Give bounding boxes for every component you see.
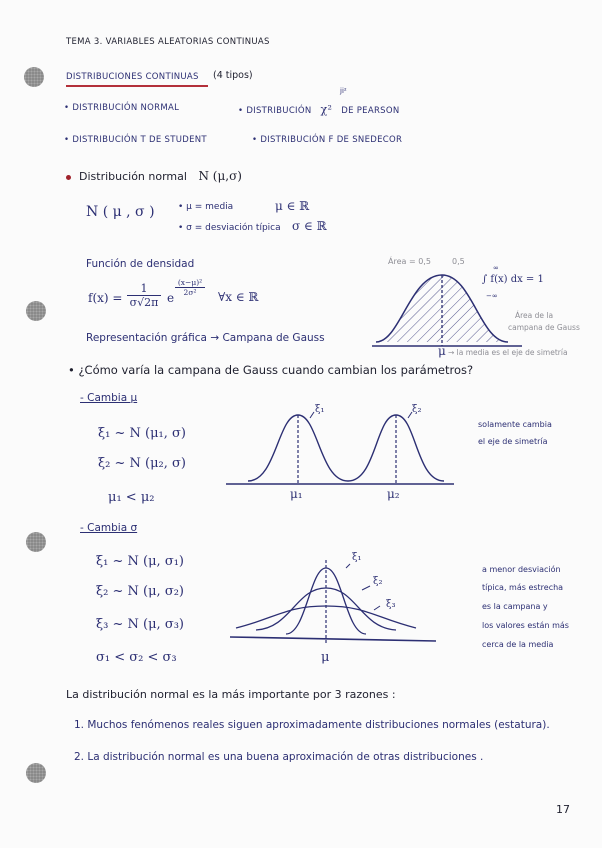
density-denominator: σ√2π — [129, 296, 159, 309]
density-domain: ∀x ∈ ℝ — [218, 290, 259, 304]
param-sd-domain: σ ∈ ℝ — [292, 219, 327, 233]
type-chi-prefix: • DISTRIBUCIÓN — [238, 106, 312, 116]
integral-label — [482, 274, 544, 285]
change-sigma-note-4: los valores están más — [482, 621, 569, 630]
exponent-numerator: (x−μ)² — [175, 278, 205, 288]
change-sigma-line-3: ξ₃ ~ N (μ, σ₃) — [96, 617, 184, 632]
area-right-label: 0,5 — [452, 257, 465, 266]
change-mu-heading: - Cambia μ — [80, 392, 138, 404]
change-sigma-note-5: cerca de la media — [482, 640, 554, 649]
integral-lower: −∞ — [486, 292, 498, 300]
chi-symbol: χ² — [320, 103, 333, 116]
change-sigma-line-2: ξ₂ ~ N (μ, σ₂) — [96, 584, 184, 599]
change-sigma-heading: - Cambia σ — [80, 522, 138, 534]
density-label: Función de densidad — [86, 258, 195, 270]
axis-mu2: μ₂ — [387, 487, 400, 501]
normal-notation-inline: N (μ,σ) — [198, 169, 242, 183]
type-chi-suffix: DE PEARSON — [341, 106, 400, 116]
gauss-bell-figure — [372, 268, 482, 348]
punch-hole — [26, 763, 46, 783]
sigma-axis-mu: μ — [321, 650, 330, 665]
param-sd: • σ = desviación típica — [178, 223, 281, 233]
type-t-student: • DISTRIBUCIÓN T DE STUDENT — [64, 135, 207, 145]
punch-hole — [26, 301, 46, 321]
normal-bullet — [66, 169, 242, 183]
density-lhs: f(x) = — [88, 291, 123, 305]
mu-axis-label: μ — [438, 344, 446, 358]
change-mu-line-1: ξ₁ ~ N (μ₁, σ) — [98, 426, 186, 441]
sigma-bell-label-2: ξ₂ — [373, 576, 383, 587]
change-mu-line-2: ξ₂ ~ N (μ₂, σ) — [98, 456, 186, 471]
page-title: TEMA 3. VARIABLES ALEATORIAS CONTINUAS — [66, 37, 270, 47]
density-exp-base: e — [167, 291, 175, 305]
change-sigma-note-3: es la campana y — [482, 602, 548, 611]
mu-axis-note: → la media es el eje de simetría — [448, 348, 568, 357]
punch-hole — [24, 67, 44, 87]
normal-notation: N ( μ , σ ) — [86, 204, 155, 220]
change-sigma-note-2: típica, más estrecha — [482, 583, 564, 592]
density-numerator: 1 — [127, 282, 161, 296]
importance-reason-1: 1. Muchos fenómenos reales siguen aproximadamente distribuciones normales (estatura). — [74, 719, 550, 731]
sigma-bell-label-3: ξ₃ — [386, 599, 396, 610]
importance-reason-2: 2. La distribución normal es una buena aproximación de otras distribuciones . — [74, 751, 484, 763]
param-mean-domain: μ ∈ ℝ — [275, 199, 310, 213]
bullet-icon — [66, 175, 71, 180]
bell-label-2: ξ₂ — [412, 404, 422, 415]
sigma-bell-label-1: ξ₁ — [352, 552, 362, 563]
bell-label-1: ξ₁ — [315, 404, 325, 415]
section-heading: DISTRIBUCIONES CONTINUAS — [66, 72, 199, 82]
axis-mu1: μ₁ — [290, 487, 303, 501]
area-note-1: Área de la — [515, 311, 554, 320]
type-f-snedecor: • DISTRIBUCIÓN F DE SNEDECOR — [252, 135, 403, 145]
change-mu-note-2: el eje de simetría — [478, 437, 548, 446]
variation-question: • ¿Cómo varía la campana de Gauss cuando cambian los parámetros? — [68, 363, 474, 377]
change-sigma-line-4: σ₁ < σ₂ < σ₃ — [96, 650, 177, 665]
three-bells-chart — [226, 550, 456, 645]
chi-note: ji² — [340, 87, 347, 95]
area-note-2: campana de Gauss — [508, 323, 580, 332]
change-mu-note-1: solamente cambia — [478, 420, 552, 429]
importance-heading: La distribución normal es la más importante por 3 razones : — [66, 688, 396, 701]
change-sigma-line-1: ξ₁ ~ N (μ, σ₁) — [96, 554, 184, 569]
type-normal: • DISTRIBUCIÓN NORMAL — [64, 103, 180, 113]
param-mean: • μ = media — [178, 202, 234, 212]
heading-underline — [66, 85, 208, 87]
density-exponent — [175, 278, 205, 297]
type-chi-square — [238, 103, 400, 116]
normal-heading: Distribución normal — [79, 170, 187, 183]
integral-expression: ∫ f(x) dx = 1 — [482, 274, 544, 285]
density-fraction — [127, 282, 161, 309]
two-bells-chart — [226, 405, 456, 485]
integral-upper: ∞ — [493, 264, 499, 272]
graph-representation: Representación gráfica → Campana de Gauss — [86, 332, 325, 344]
change-mu-line-3: μ₁ < μ₂ — [108, 490, 155, 505]
section-heading-note: (4 tipos) — [213, 70, 253, 81]
change-sigma-note-1: a menor desviación — [482, 565, 561, 574]
exponent-denominator: 2σ² — [183, 288, 197, 297]
area-left-label: Área = 0,5 — [388, 257, 431, 266]
punch-hole — [26, 532, 46, 552]
page-number: 17 — [556, 803, 570, 816]
